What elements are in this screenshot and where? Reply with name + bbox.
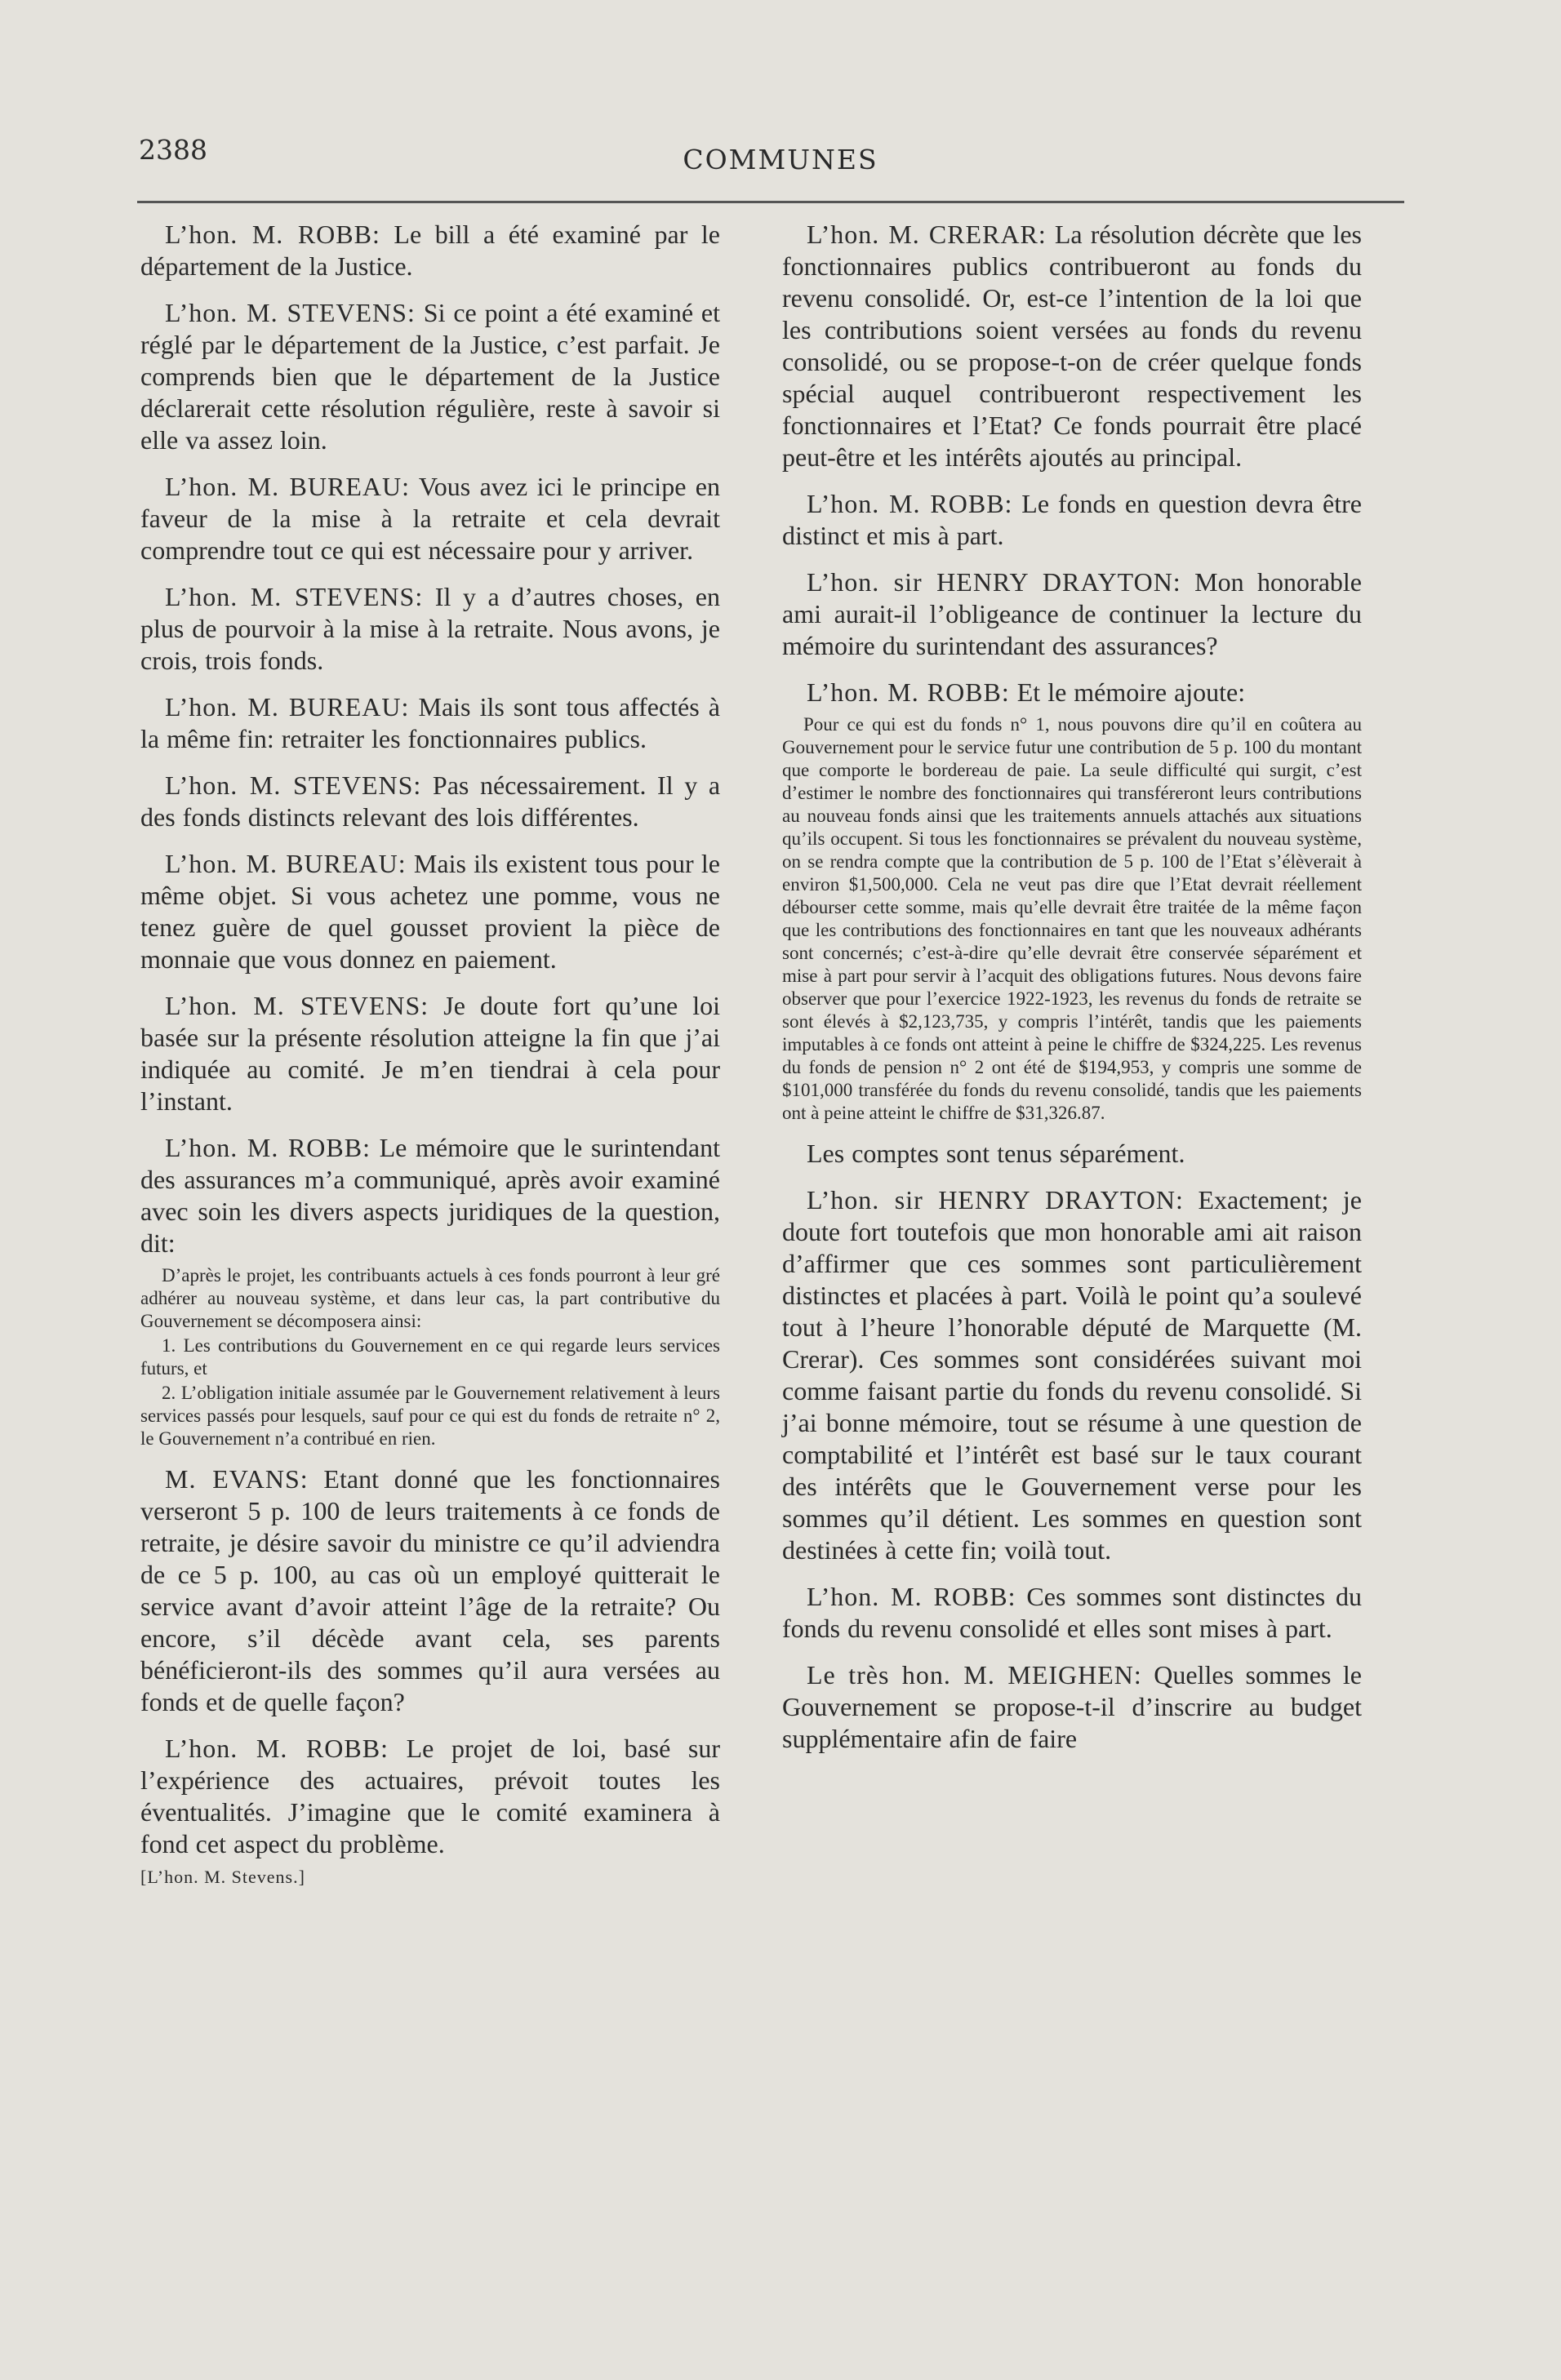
speaker-name: L’hon. M. ROBB: [165,1133,371,1162]
running-head: COMMUNES [683,144,878,175]
speech-text: Mais ils sont tous affectés à la même fin: retraiter les fonctionnaires publics. [140,692,721,753]
speaker-name: L’hon. M. BUREAU: [165,692,410,722]
speech-paragraph [140,219,720,282]
speech-text: Si ce point a été examiné et réglé par le département de la Justice, c’est parfait. Je comprends bien que le département de la Justice déclarerait cette résolution régulière, reste à savoir si elle va assez loin. [140,298,721,455]
speech-paragraph [140,1733,720,1860]
speech-text: La résolution décrète que les fonctionnaires publics contribueront au fonds du revenu consolidé. Or, est-ce l’intention de la loi que les contributions soient versées au fonds du revenu consolidé, ou se propose-t-on de créer quelque fonds spécial auquel contribueront respectivement les fonctionnaires et l’Etat? Ce fonds pourrait être placé peut-être et les intérêts ajoutés au principal. [782,220,1363,472]
speaker-name: L’hon. M. STEVENS: [165,298,416,327]
quote-paragraph: 2. L’obligation initiale assumée par le Gouvernement relativement à leurs services passés pour lesquels, sauf pour ce qui est du fonds de retraite n° 2, le Gouvernement n’a contribué en rien. [140,1383,720,1449]
speaker-name: L’hon. M. BUREAU: [165,849,407,878]
speech-text: Etant donné que les fonctionnaires verseront 5 p. 100 de leurs traitements à ce fonds de retraite, je désire savoir du ministre ce qu’il adviendra de ce 5 p. 100, au cas où un employé quitterait le service avant d’avoir atteint l’âge de la retraite? Ou encore, s’il décède avant cela, ses parents bénéficieront-ils des sommes qu’il aura versées au fonds et de quelle façon? [140,1464,721,1716]
speech-text: Le mémoire que le surintendant des assurances m’a communiqué, après avoir examiné avec soin les divers aspects juridiques de la question, dit: [140,1133,721,1258]
speaker-name: L’hon. M. STEVENS: [165,582,424,611]
speech-paragraph [782,488,1362,552]
speech-text: Le projet de loi, basé sur l’expérience des actuaires, prévoit toutes les éventualités. J’imagine que le comité examinera à fond cet aspect du problème. [140,1734,721,1858]
speaker-name: L’hon. M. BUREAU: [165,472,410,501]
speaker-name: L’hon. sir HENRY DRAYTON: [807,1185,1184,1214]
header-rule [137,201,1404,203]
speaker-name: L’hon. M. ROBB: [807,677,1010,707]
speech-paragraph [782,1138,1362,1170]
speaker-name: L’hon. sir HENRY DRAYTON: [807,567,1181,597]
speech-paragraph [140,297,720,456]
speech-paragraph [140,581,720,677]
quote-paragraph: 1. Les contributions du Gouvernement en ce qui regarde leurs services futurs, et [140,1335,720,1379]
footnote: [L’hon. M. Stevens.] [140,1867,305,1887]
speaker-name: L’hon. M. ROBB: [807,489,1013,518]
speech-text: Et le mémoire ajoute: [1016,677,1246,707]
speech-text: Il y a d’autres choses, en plus de pourvoir à la mise à la retraite. Nous avons, je crois, trois fonds. [140,582,721,675]
speaker-name: L’hon. M. ROBB: [807,1582,1016,1611]
speech-text: Les comptes sont tenus séparément. [807,1139,1185,1168]
speech-text: Pas nécessairement. Il y a des fonds distincts relevant des lois différentes. [140,770,721,832]
speaker-name: L’hon. M. ROBB: [165,220,380,249]
speech-paragraph [140,1132,720,1259]
speech-text: Vous avez ici le principe en faveur de la mise à la retraite et cela devrait comprendre tout ce qui est nécessaire pour y arriver. [140,472,721,565]
speech-paragraph [140,1463,720,1718]
speech-text: Mon honorable ami aurait-il l’obligeance de continuer la lecture du mémoire du surintendant des assurances? [782,567,1363,660]
left-column [140,219,720,1888]
page-number: 2388 [139,134,207,166]
speech-text: Quelles sommes le Gouvernement se propose-t-il d’inscrire au budget supplémentaire afin de faire [782,1660,1363,1753]
speech-text: Le fonds en question devra être distinct et mis à part. [782,489,1363,550]
speaker-name: M. EVANS: [165,1464,309,1494]
quoted-memorandum [140,1264,720,1450]
speech-text: Je doute fort qu’une loi basée sur la présente résolution atteigne la fin que j’ai indiquée au comité. Je m’en tiendrai à cela pour l’instant. [140,991,721,1116]
speech-paragraph [140,471,720,566]
speech-paragraph [782,1581,1362,1645]
quoted-memorandum [782,713,1362,1125]
speech-paragraph [782,566,1362,662]
speaker-name: L’hon. M. CRERAR: [807,220,1047,249]
speech-paragraph [140,990,720,1117]
speech-paragraph [140,691,720,755]
speech-paragraph [782,1184,1362,1566]
speech-paragraph [140,770,720,833]
speaker-name: L’hon. M. ROBB: [165,1734,389,1763]
quote-paragraph: D’après le projet, les contribuants actuels à ces fonds pourront à leur gré adhérer au nouveau système, et dans leur cas, la part contributive du Gouvernement se décomposera ainsi: [140,1265,720,1331]
speaker-name: L’hon. M. STEVENS: [165,770,422,800]
quote-paragraph: Pour ce qui est du fonds n° 1, nous pouvons dire qu’il en coûtera au Gouvernement pour le service futur une contribution de 5 p. 100 du montant que comporte le bordereau de paie. La seule difficulté qui surgit, c’est d’estimer le nombre des fonctionnaires qui transféreront leurs contributions au nouveau fonds ainsi que les traitements annuels attachés aux situations qu’ils occupent. Si tous les fonctionnaires se prévalent du nouveau système, on se rendra compte que la contribution de 5 p. 100 de l’Etat s’élèverait à environ $1,500,000. Cela ne veut pas dire que l’Etat devrait réellement débourser cette somme, mais qu’elle devrait être traitée de la même façon que les contributions des fonctionnaires en tant que les nouveaux adhérants sont concernés; c’est-à-dire qu’elle devrait être conservée séparément et mise à part pour servir à l’acquit des obligations futures. Nous devons faire observer que pour l’exercice 1922-1923, les revenus du fonds de retraite se sont élevés à $2,123,735, y compris l’intérêt, tandis que les paiements imputables à ce fonds ont atteint à peine le chiffre de $324,225. Les revenus du fonds de pension n° 2 ont été de $194,953, y compris une somme de $101,000 transférée du fonds du revenu consolidé, tandis que les paiements ont à peine atteint le chiffre de $31,326.87. [782,714,1362,1123]
speech-text: Exactement; je doute fort toutefois que mon honorable ami ait raison d’affirmer que ces sommes sont particulièrement distinctes et placées à part. Voilà le point qu’a soulevé tout à l’heure l’honorable député de Marquette (M. Crerar). Ces sommes sont considérées suivant moi comme faisant partie du fonds du revenu consolidé. Si j’ai bonne mémoire, tout se résume à une question de comptabilité et l’intérêt est basé sur le taux courant des intérêts que le Gouvernement verse pour les sommes qu’il détient. Les sommes en question sont destinées à cette fin; voilà tout. [782,1185,1363,1565]
speech-paragraph [782,677,1362,708]
speech-text: Ces sommes sont distinctes du fonds du revenu consolidé et elles sont mises à part. [782,1582,1363,1643]
speech-paragraph [782,1659,1362,1755]
speech-paragraph [782,219,1362,473]
speech-text: Mais ils existent tous pour le même objet. Si vous achetez une pomme, vous ne tenez guère de quel gousset provient la pièce de monnaie que vous donnez en paiement. [140,849,721,974]
right-column [782,219,1362,1769]
speech-text: Le bill a été examiné par le département de la Justice. [140,220,721,281]
speech-paragraph [140,848,720,975]
speaker-name: Le très hon. M. MEIGHEN: [807,1660,1142,1690]
speaker-name: L’hon. M. STEVENS: [165,991,429,1020]
